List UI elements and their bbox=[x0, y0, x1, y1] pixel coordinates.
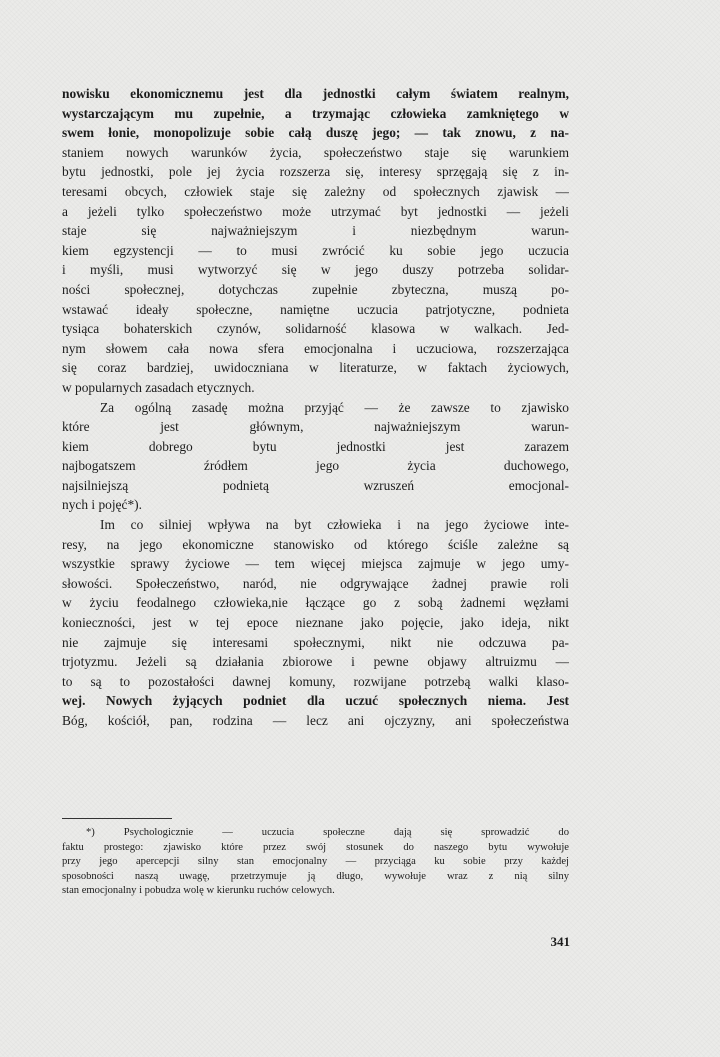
text-line: i myśli, musi wytworzyć się w jego duszy potrzeba solidar- bbox=[62, 262, 569, 278]
footnote bbox=[62, 826, 569, 899]
text-line: wej. Nowych żyjących podniet dla uczuć społecznych niema. Jest bbox=[62, 693, 569, 709]
text-line: nie zajmuje się interesami społecznymi, nikt nie odczuwa pa- bbox=[62, 634, 569, 650]
footnote-line: faktu prostego: zjawisko które przez swój stosunek do naszego bytu wywołuje bbox=[62, 841, 569, 853]
text-line: kiem dobrego bytu jednostki jest zarazem bbox=[62, 438, 569, 454]
text-line: staniem nowych warunków życia, społeczeństwo staje się warunkiem bbox=[62, 144, 569, 160]
text-line: staje się najważniejszym i niezbędnym warun- bbox=[62, 223, 569, 239]
page-number: 341 bbox=[550, 934, 570, 949]
text-line: trjotyzmu. Jeżeli są działania zbiorowe i pewne objawy altruizmu — bbox=[62, 654, 569, 670]
text-line: swem łonie, monopolizuje sobie całą duszę jego; — tak znowu, z na- bbox=[62, 125, 569, 141]
text-line: tysiąca bohaterskich czynów, solidarność klasowa w walkach. Jed- bbox=[62, 321, 569, 337]
text-line: nych i pojęć*). bbox=[62, 497, 142, 513]
text-line: to są to pozostałości dawnej komuny, rozwijane potrzebą walki klaso- bbox=[62, 673, 569, 689]
text-line: resy, na jego ekonomiczne stanowisko od którego ściśle zależne są bbox=[62, 536, 569, 552]
text-line: Im co silniej wpływa na byt człowieka i na jego życiowe inte- bbox=[100, 517, 569, 533]
text-line: wszystkie sprawy życiowe — tem więcej miejsca zajmuje w jego umy- bbox=[62, 556, 569, 572]
text-line: słowości. Społeczeństwo, naród, nie odgrywające żadnej prawie roli bbox=[62, 575, 569, 591]
footnote-divider bbox=[62, 818, 172, 819]
text-line: w życiu feodalnego człowieka,nie łączące go z sobą żadnemi węzłami bbox=[62, 595, 569, 611]
text-line: konieczności, jest w tej epoce nieznane jako pojęcie, jako ideja, nikt bbox=[62, 615, 569, 631]
text-line: bytu jednostki, pole jej życia rozszerza się, interesy sprzęgają się z in- bbox=[62, 164, 569, 180]
footnote-line: przy jego apercepcji silny stan emocjonalny — przyciąga ku sobie przy każdej bbox=[62, 856, 569, 867]
text-line: wstawać ideały społeczne, namiętne uczucia patrjotyczne, podnieta bbox=[62, 301, 569, 317]
footnote-line: sposobności naszą uwagę, przetrzymuje ją długo, wywołuje wraz z nią silny bbox=[62, 870, 569, 882]
text-line: wystarczającym mu zupełnie, a trzymając człowieka zamkniętego w bbox=[62, 105, 569, 121]
text-line: się coraz bardziej, uwidoczniana w literaturze, w faktach życiowych, bbox=[62, 360, 569, 376]
text-line: w popularnych zasadach etycznych. bbox=[62, 379, 255, 395]
text-line: najbogatszem źródłem jego życia duchowego, bbox=[62, 458, 569, 474]
text-line: ności społecznej, dotychczas zupełnie zbyteczna, muszą po- bbox=[62, 281, 569, 297]
text-line: teresami obcych, człowiek staje się zależny od społecznych zjawisk — bbox=[62, 183, 569, 199]
footnote-line: *) Psychologicznie — uczucia społeczne dają się sprowadzić do bbox=[86, 827, 569, 838]
text-line: Bóg, kościół, pan, rodzina — lecz ani ojczyzny, ani społeczeństwa bbox=[62, 713, 569, 728]
main-text bbox=[62, 84, 569, 731]
text-line: kiem egzystencji — to musi zwrócić ku sobie jego uczucia bbox=[62, 242, 569, 258]
text-line: nym słowem cała nowa sfera emocjonalna i uczuciowa, rozszerzająca bbox=[62, 340, 569, 356]
text-line: nowisku ekonomicznemu jest dla jednostki całym światem realnym, bbox=[62, 86, 569, 101]
text-line: a jeżeli tylko społeczeństwo może utrzymać byt jednostki — jeżeli bbox=[62, 203, 569, 219]
text-line: które jest głównym, najważniejszym warun- bbox=[62, 419, 569, 435]
text-line: Za ogólną zasadę można przyjąć — że zawsze to zjawisko bbox=[100, 399, 569, 415]
text-line: najsilniejszą podnietą wzruszeń emocjonal- bbox=[62, 477, 569, 493]
footnote-line: stan emocjonalny i pobudza wolę w kierunku ruchów celowych. bbox=[62, 885, 335, 896]
